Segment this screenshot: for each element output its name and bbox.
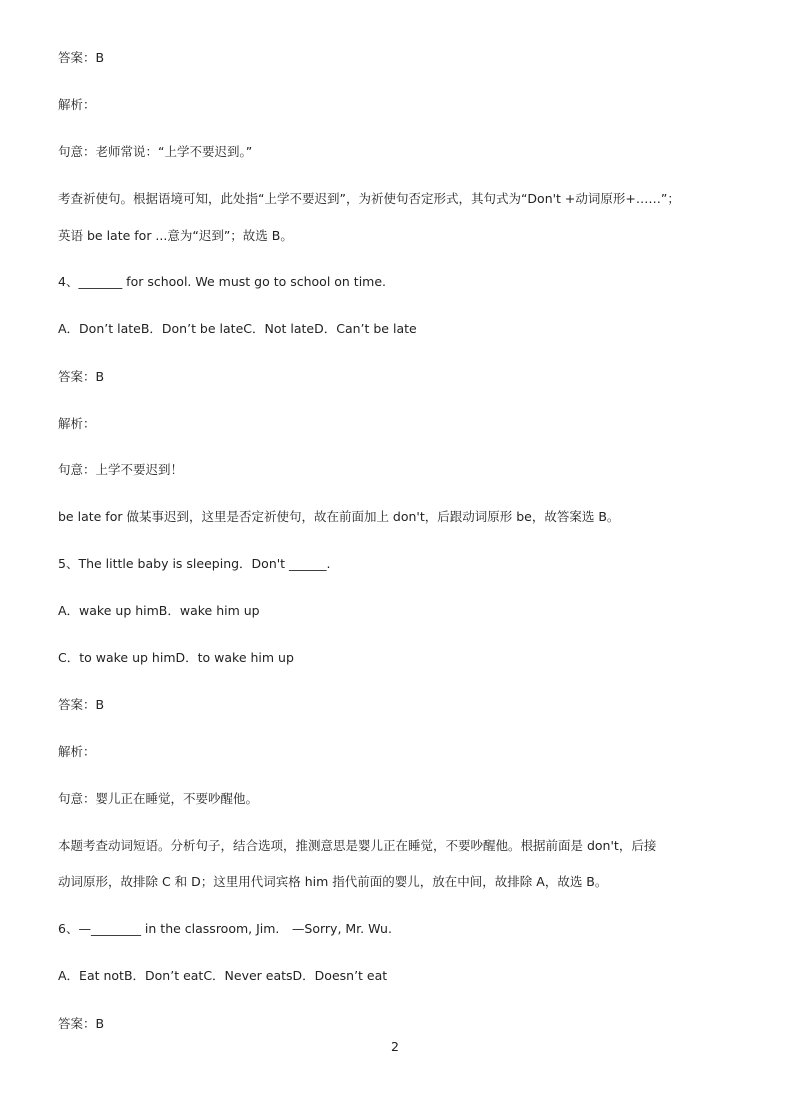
question-4: 4、_______ for school. We must go to school on time. bbox=[58, 274, 387, 289]
sentence-meaning: 句意：婴儿正在睡觉，不要吵醒他。 bbox=[58, 791, 259, 806]
analysis-label: 解析： bbox=[58, 744, 96, 759]
question-6: 6、—________ in the classroom, Jim. —Sorry, Mr. Wu. bbox=[58, 921, 392, 936]
sentence-meaning: 句意：上学不要迟到！ bbox=[58, 462, 184, 477]
analysis-label: 解析： bbox=[58, 416, 96, 431]
explanation-line: 动词原形，故排除 C 和 D；这里用代词宾格 him 指代前面的婴儿，放在中间，故排除 A，故选 B。 bbox=[58, 874, 608, 889]
question-4-options: A．Don’t lateB．Don’t be lateC．Not lateD．Can’t be late bbox=[58, 321, 417, 336]
explanation-line: 英语 be late for ...意为“迟到”；故选 B。 bbox=[58, 228, 293, 243]
answer-line: 答案：B bbox=[58, 369, 105, 384]
explanation-line: 本题考查动词短语。分析句子，结合选项，推测意思是婴儿正在睡觉，不要吵醒他。根据前面是 don't，后接 bbox=[58, 838, 657, 853]
page-number: 2 bbox=[391, 1039, 399, 1054]
explanation-line: be late for 做某事迟到，这里是否定祈使句，故在前面加上 don't，后跟动词原形 be，故答案选 B。 bbox=[58, 509, 620, 524]
answer-line: 答案：B bbox=[58, 697, 105, 712]
question-5-options: A．wake up himB．wake him up bbox=[58, 603, 260, 618]
question-5: 5、The little baby is sleeping．Don't ______. bbox=[58, 556, 331, 571]
explanation-line: 考查祈使句。根据语境可知，此处指“上学不要迟到”，为祈使句否定形式，其句式为“Don't +动词原形+……”； bbox=[58, 191, 680, 206]
question-5-options: C．to wake up himD．to wake him up bbox=[58, 650, 294, 665]
sentence-meaning: 句意：老师常说：“上学不要迟到。” bbox=[58, 144, 253, 159]
question-6-options: A．Eat notB．Don’t eatC．Never eatsD．Doesn’t eat bbox=[58, 968, 388, 983]
analysis-label: 解析： bbox=[58, 97, 96, 112]
answer-line: 答案：B bbox=[58, 1016, 105, 1031]
answer-line: 答案：B bbox=[58, 50, 105, 65]
